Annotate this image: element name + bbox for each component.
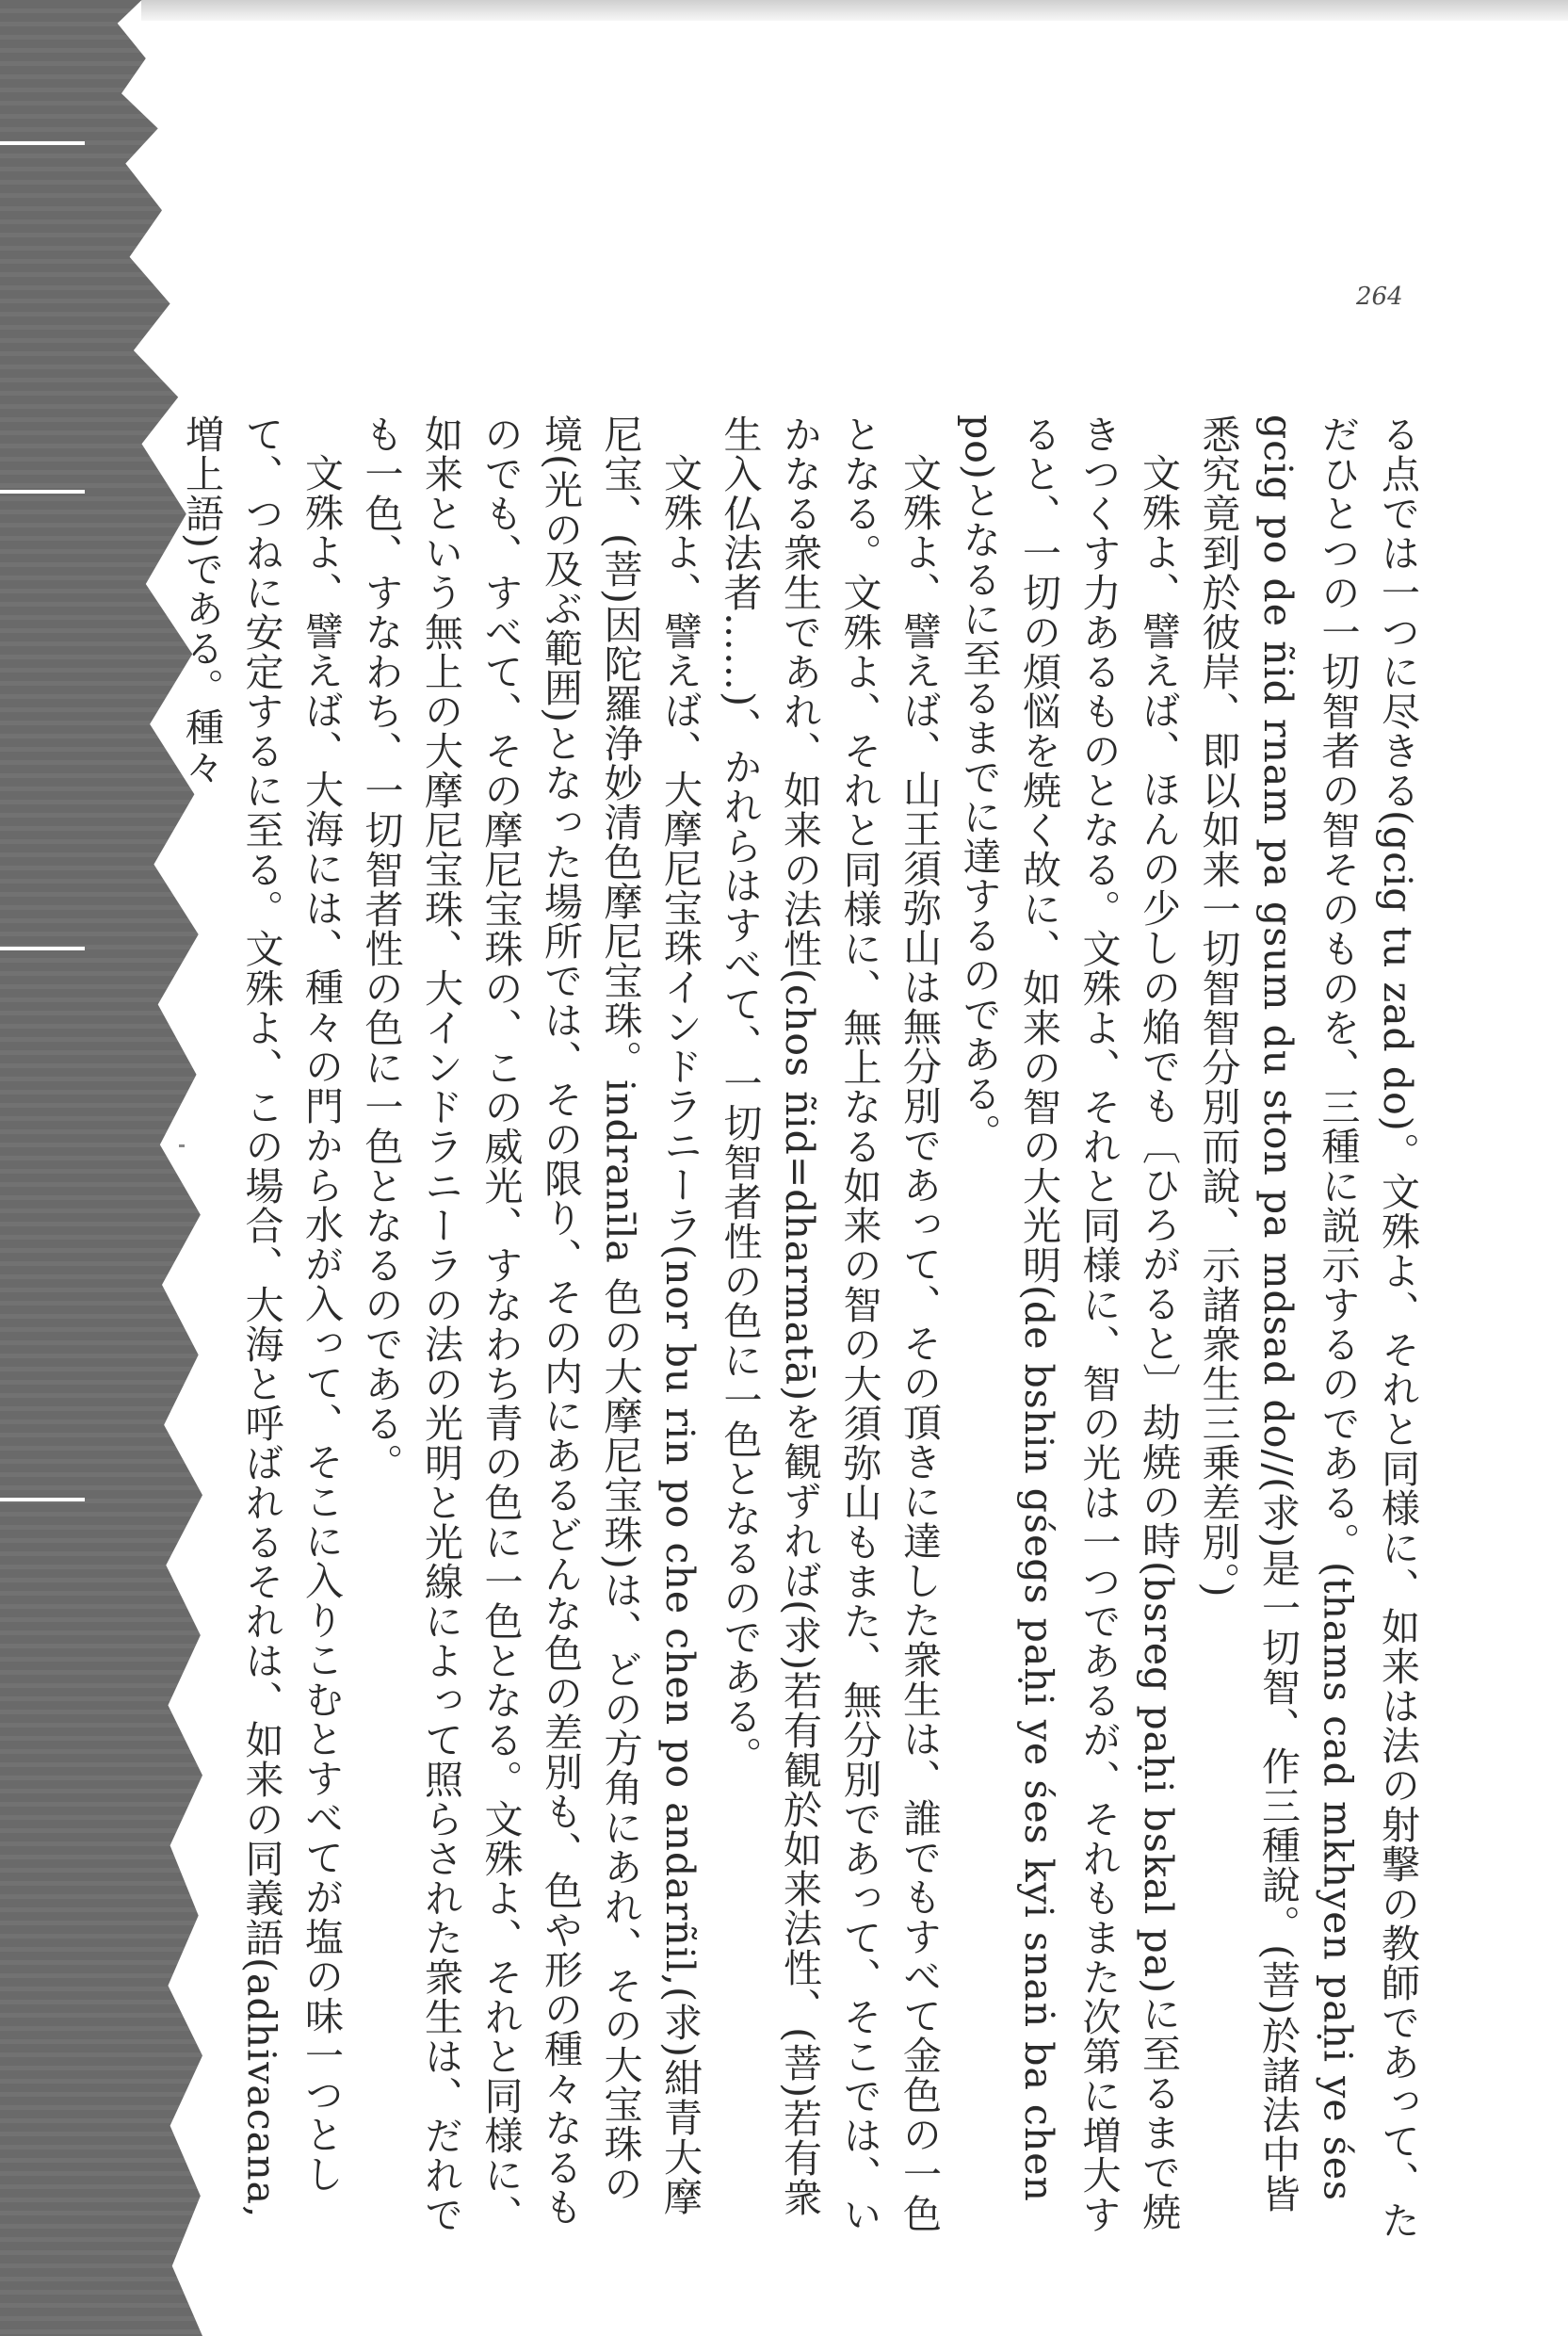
paragraph: る点では一つに尽きる(gcig tu zad do)。文殊よ、それと同様に、如来は法の射撃の教師であって、ただひとつの一切智者の智そのものを、三種に説示するのである。(thams cad mkhyen paḥi ye śes gcig po de ñid rnam pa gsum du ston pa mdsad do//(求)是一切智、作三種說。(菩)於諸法中皆悉究竟到於彼岸、即以如来一切智智分別而說、示諸衆生三乗差別。) [1195,414,1420,2240]
scan-top-edge [141,0,1568,21]
scan-edge-gap [0,490,85,494]
paragraph: 文殊よ、譬えば、山王須弥山は無分別であって、その頂きに達した衆生は、誰でもすべて金色の一色となる。文殊よ、それと同様に、無上なる如来の智の大須弥山もまた、無分別であって、そこでは、いかなる衆生であれ、如来の法性(chos ñid=dharmatā)を観ずれば(求)若有観於如来法性、(菩)若有衆生入仏法者……)、かれらはすべて、一切智者性の色に一色となるのである。 [717,414,942,2234]
paragraph: 文殊よ、譬えば、ほんの少しの焔でも〔ひろがると〕劫焼の時(bsreg paḥi bskal pa)に至るまで焼きつくす力あるものとなる。文殊よ、それと同様に、智の光は一つであるが、それもまた次第に増大すると、一切の煩悩を焼く故に、如来の智の大光明(de bshin gśegs paḥi ye śes kyi snaṅ ba chen po)となるに至るまでに達するのである。 [956,414,1181,2234]
paragraph: 文殊よ、譬えば、大海には、種々の門から水が入って、そこに入りこむとすべてが塩の味一つとして、つねに安定するに至る。文殊よ、この場合、大海と呼ばれるそれは、如来の同義語(adhivacana, 増上語)である。種々 [179,414,344,2219]
scan-edge-gap [0,1498,85,1501]
paragraph: 文殊よ、譬えば、大摩尼宝珠インドラニーラ(nor bu rin po che chen po andarñil,(求)紺青大摩尼宝、(菩)因陀羅浄妙清色摩尼宝珠。indranīla 色の大摩尼宝珠)は、どの方角にあれ、その大宝珠の境(光の及ぶ範囲)となった場所では、その限り、その内にあるどんな色の差別も、色や形の種々なるものでも、すべて、その摩尼宝珠の、この威光、すなわち青の色に一色となる。文殊よ、それと同様に、如来という無上の大摩尼宝珠、大インドラニーラの法の光明と光線によって照らされた衆生は、だれでも一色、すなわち、一切智者性の色に一色となるのである。 [358,414,703,2234]
scan-edge-gap [0,141,85,145]
body-text [179,414,1427,2242]
scan-edge-gap [0,947,85,950]
page-number: 264 [1356,283,1403,311]
